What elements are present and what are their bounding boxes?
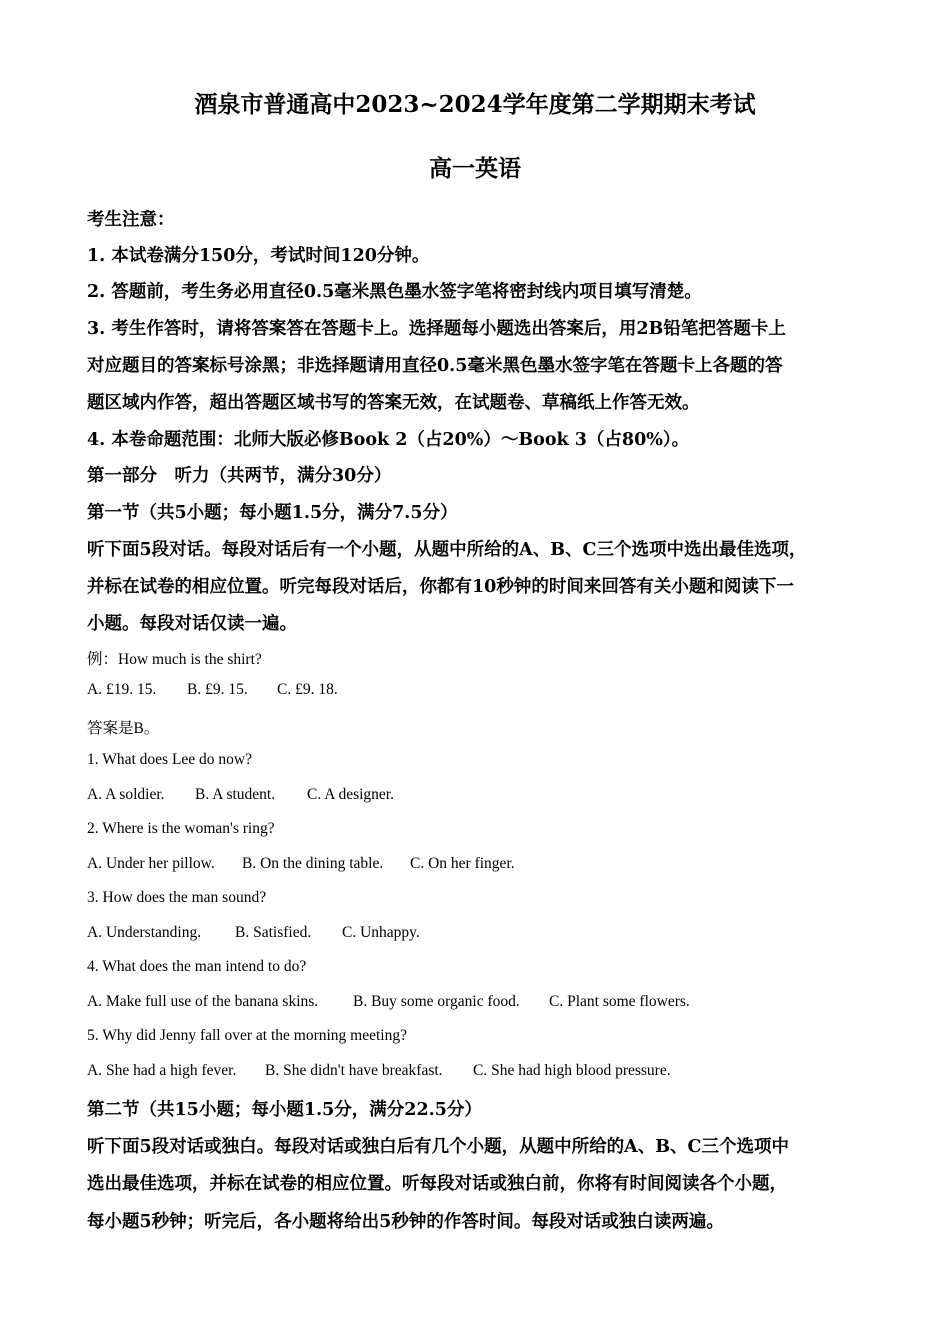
section2-instruction-line-1: 听下面5段对话或独白。每段对话或独白后有几个小题，从题中所给的A、B、C三个选项中 xyxy=(87,1137,789,1157)
question-3-option-a: A. Understanding. xyxy=(87,924,202,941)
question-3-options xyxy=(87,924,420,942)
section1-heading: 第一节（共5小题；每小题1.5分，满分7.5分） xyxy=(87,503,458,523)
example-question: 例：How much is the shirt? xyxy=(87,651,262,668)
exam-subject: 高一英语 xyxy=(429,155,521,182)
question-2-stem: 2. Where is the woman's ring? xyxy=(87,820,275,837)
notice-item-4: 4. 本卷命题范围：北师大版必修Book 2（占20%）～Book 3（占80%）。 xyxy=(87,430,690,450)
example-option-a: A. £19. 15. xyxy=(87,681,157,698)
section1-instruction-line-3: 小题。每段对话仅读一遍。 xyxy=(87,614,297,634)
section2-instruction-line-3: 每小题5秒钟；听完后，各小题将给出5秒钟的作答时间。每段对话或独白读两遍。 xyxy=(87,1212,724,1232)
example-option-b: B. £9. 15. xyxy=(187,681,248,698)
question-1-option-b: B. A student. xyxy=(195,786,276,803)
example-options xyxy=(87,681,338,699)
question-2-options xyxy=(87,855,515,873)
section1-instruction-line-1: 听下面5段对话。每段对话后有一个小题，从题中所给的A、B、C三个选项中选出最佳选项， xyxy=(87,540,807,560)
notice-item-1: 1. 本试卷满分150分，考试时间120分钟。 xyxy=(87,246,430,266)
question-4-option-a: A. Make full use of the banana skins. xyxy=(87,993,319,1010)
section2-heading: 第二节（共15小题；每小题1.5分，满分22.5分） xyxy=(87,1100,482,1120)
question-4-stem: 4. What does the man intend to do? xyxy=(87,958,307,975)
exam-title: 酒泉市普通高中2023~2024学年度第二学期期末考试 xyxy=(194,91,756,118)
question-5-option-b: B. She didn't have breakfast. xyxy=(265,1062,443,1079)
notice-item-2: 2. 答题前，考生务必用直径0.5毫米黑色墨水签字笔将密封线内项目填写清楚。 xyxy=(87,282,702,302)
question-1-options xyxy=(87,786,394,804)
example-option-c: C. £9. 18. xyxy=(277,681,338,698)
question-4-option-c: C. Plant some flowers. xyxy=(549,993,690,1010)
question-4-options xyxy=(87,993,690,1011)
question-5-option-a: A. She had a high fever. xyxy=(87,1062,237,1079)
question-5-options xyxy=(87,1062,671,1080)
question-3-option-b: B. Satisfied. xyxy=(235,924,312,941)
section1-instruction-line-2: 并标在试卷的相应位置。听完每段对话后，你都有10秒钟的时间来回答有关小题和阅读下一 xyxy=(87,577,794,597)
question-4-option-b: B. Buy some organic food. xyxy=(353,993,520,1010)
notice-item-3-line-1: 3. 考生作答时，请将答案答在答题卡上。选择题每小题选出答案后，用2B铅笔把答题卡上 xyxy=(87,319,786,339)
question-5-option-c: C. She had high blood pressure. xyxy=(473,1062,671,1079)
notice-heading: 考生注意： xyxy=(87,210,175,230)
part1-heading: 第一部分 听力（共两节，满分30分） xyxy=(87,466,392,486)
question-3-stem: 3. How does the man sound? xyxy=(87,889,267,906)
question-2-option-b: B. On the dining table. xyxy=(242,855,384,872)
question-1-option-c: C. A designer. xyxy=(307,786,394,803)
question-1-stem: 1. What does Lee do now? xyxy=(87,751,252,768)
notice-item-3-line-2: 对应题目的答案标号涂黑；非选择题请用直径0.5毫米黑色墨水签字笔在答题卡上各题的答 xyxy=(87,356,783,376)
notice-item-3-line-3: 题区域内作答，超出答题区域书写的答案无效，在试题卷、草稿纸上作答无效。 xyxy=(87,393,700,413)
question-1-option-a: A. A soldier. xyxy=(87,786,165,803)
question-2-option-a: A. Under her pillow. xyxy=(87,855,215,872)
question-3-option-c: C. Unhappy. xyxy=(342,924,420,941)
example-answer: 答案是B。 xyxy=(87,720,160,737)
question-5-stem: 5. Why did Jenny fall over at the morning meeting? xyxy=(87,1027,407,1044)
question-2-option-c: C. On her finger. xyxy=(410,855,515,872)
section2-instruction-line-2: 选出最佳选项，并标在试卷的相应位置。听每段对话或独白前，你将有时间阅读各个小题， xyxy=(87,1174,787,1194)
